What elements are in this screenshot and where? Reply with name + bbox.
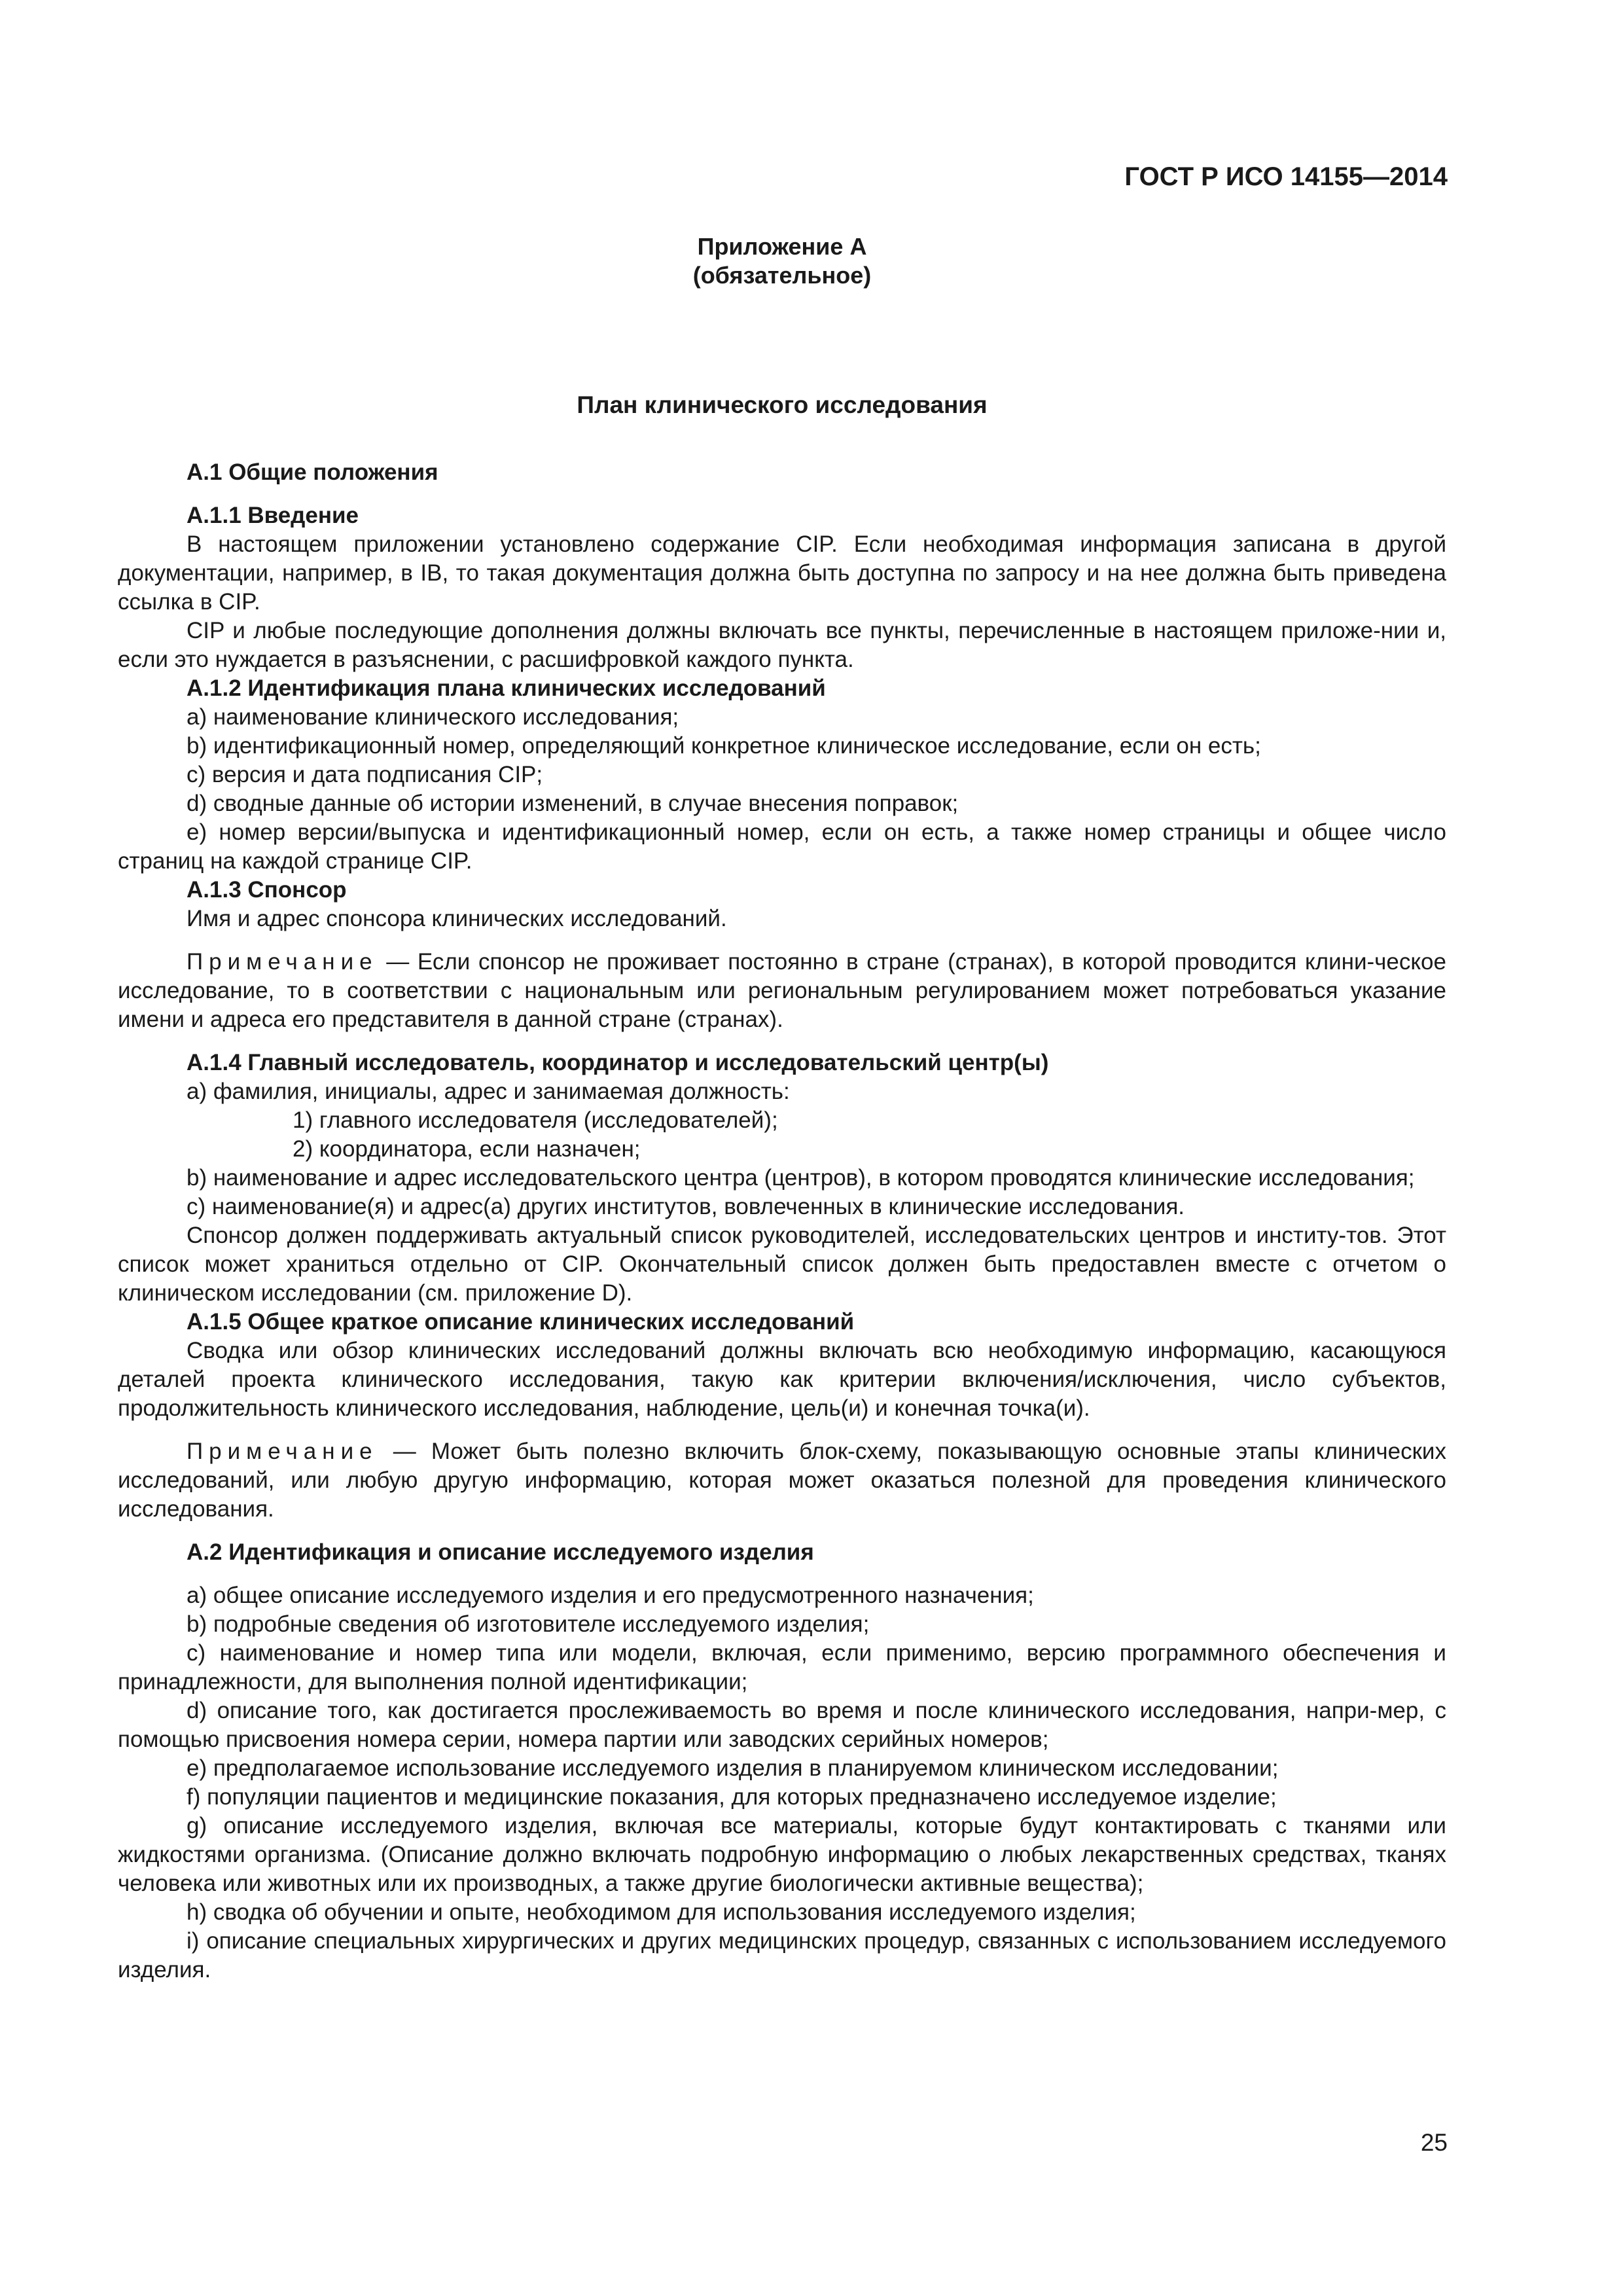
annex-status: (обязательное)	[692, 262, 872, 289]
list-item: е) предполагаемое использование исследуемого изделия в планируемом клиническом исследовании;	[187, 1755, 1279, 1781]
list-item: е) номер версии/выпуска и идентификационный номер, если он есть, а также номер страницы и общее число страниц на каждой странице CIP.	[118, 819, 1446, 874]
note-label: Примечание	[187, 949, 378, 975]
main-title: План клинического исследования	[577, 391, 988, 418]
section-heading-a2: А.2 Идентификация и описание исследуемого изделия	[187, 1539, 814, 1565]
list-item: b) идентификационный номер, определяющий конкретное клиническое исследование, если он есть;	[187, 733, 1261, 759]
list-item: f) популяции пациентов и медицинские показания, для которых предназначено исследуемое изделие;	[187, 1784, 1277, 1810]
section-heading-a12: А.1.2 Идентификация плана клинических исследований	[187, 675, 826, 701]
list-item: i) описание специальных хирургических и других медицинских процедур, связанных с использованием исследуемого изделия.	[118, 1928, 1446, 1982]
section-heading-a11: А.1.1 Введение	[187, 503, 359, 528]
paragraph: CIP и любые последующие дополнения должны включать все пункты, перечисленные в настоящем приложе-нии и, если это нуждается в разъяснении, с расшифровкой каждого пункта.	[118, 618, 1446, 672]
paragraph: Имя и адрес спонсора клинических исследований.	[187, 906, 727, 931]
list-item: с) наименование и номер типа или модели, включая, если применимо, версию программного обеспечения и принадлежности, для выполнения полной идентификации;	[118, 1640, 1446, 1695]
list-item: с) наименование(я) и адрес(а) других институтов, вовлеченных в клинические исследования.	[187, 1194, 1185, 1219]
document-code: ГОСТ Р ИСО 14155—2014	[1124, 162, 1448, 191]
note-text: — Если спонсор не проживает постоянно в стране (странах), в которой проводится клини-ческое исследование, то в соответствии с национальным или региональным регулированием может потребоваться указание имени и адреса его представителя в данной стране (странах).	[118, 949, 1446, 1032]
sub-list-item: 2) координатора, если назначен;	[293, 1136, 641, 1162]
note	[118, 1437, 1446, 1524]
note-text: — Может быть полезно включить блок-схему, показывающую основные этапы клинических исследований, или любую другую информацию, которая может оказаться полезной для проведения клинического исследования.	[118, 1439, 1446, 1522]
list-item: а) общее описание исследуемого изделия и его предусмотренного назначения;	[187, 1583, 1034, 1608]
sub-list-item: 1) главного исследователя (исследователей);	[293, 1107, 778, 1133]
list-item: d) сводные данные об истории изменений, в случае внесения поправок;	[187, 791, 959, 816]
list-item: d) описание того, как достигается прослеживаемость во время и после клинического исследования, напри-мер, с помощью присвоения номера серии, номера партии или заводских серийных номеров;	[118, 1698, 1446, 1752]
document-body	[118, 458, 1446, 1984]
list-item: а) фамилия, инициалы, адрес и занимаемая должность:	[187, 1079, 790, 1104]
note-label: Примечание	[187, 1439, 378, 1464]
list-item: h) сводка об обучении и опыте, необходимом для использования исследуемого изделия;	[187, 1899, 1136, 1925]
paragraph: В настоящем приложении установлено содержание CIP. Если необходимая информация записана в другой документации, например, в IB, то такая документация должна быть доступна по запросу и на нее должна быть приведена ссылка в CIP.	[118, 531, 1446, 615]
page-number: 25	[1420, 2129, 1448, 2156]
list-item: b) наименование и адрес исследовательского центра (центров), в котором проводятся клинические исследования;	[187, 1165, 1415, 1191]
section-heading-a14: А.1.4 Главный исследователь, координатор и исследовательский центр(ы)	[187, 1050, 1049, 1075]
annex-heading	[0, 232, 1564, 290]
list-item: b) подробные сведения об изготовителе исследуемого изделия;	[187, 1611, 870, 1637]
annex-title: Приложение А	[697, 233, 867, 260]
section-heading-a1: А.1 Общие положения	[187, 459, 438, 485]
paragraph: Сводка или обзор клинических исследований должны включать всю необходимую информацию, касающуюся деталей проекта клинического исследования, такую как критерии включения/исключения, число субъектов, продолжительность клинического исследования, наблюдение, цель(и) и конечная точка(и).	[118, 1338, 1446, 1421]
note	[118, 948, 1446, 1034]
list-item: с) версия и дата подписания CIP;	[187, 762, 543, 787]
list-item: g) описание исследуемого изделия, включая все материалы, которые будут контактировать с тканями или жидкостями организма. (Описание должно включать подробную информацию о любых лекарственных средствах, тканях человека или животных или их производных, а также другие биологически активные вещества);	[118, 1813, 1446, 1896]
paragraph: Спонсор должен поддерживать актуальный список руководителей, исследовательских центров и институ-тов. Этот список может храниться отдельно от CIP. Окончательный список должен быть предоставлен вместе с отчетом о клиническом исследовании (см. приложение D).	[118, 1223, 1446, 1306]
section-heading-a13: А.1.3 Спонсор	[187, 877, 347, 903]
section-heading-a15: А.1.5 Общее краткое описание клинических исследований	[187, 1309, 855, 1335]
list-item: а) наименование клинического исследования;	[187, 704, 679, 730]
